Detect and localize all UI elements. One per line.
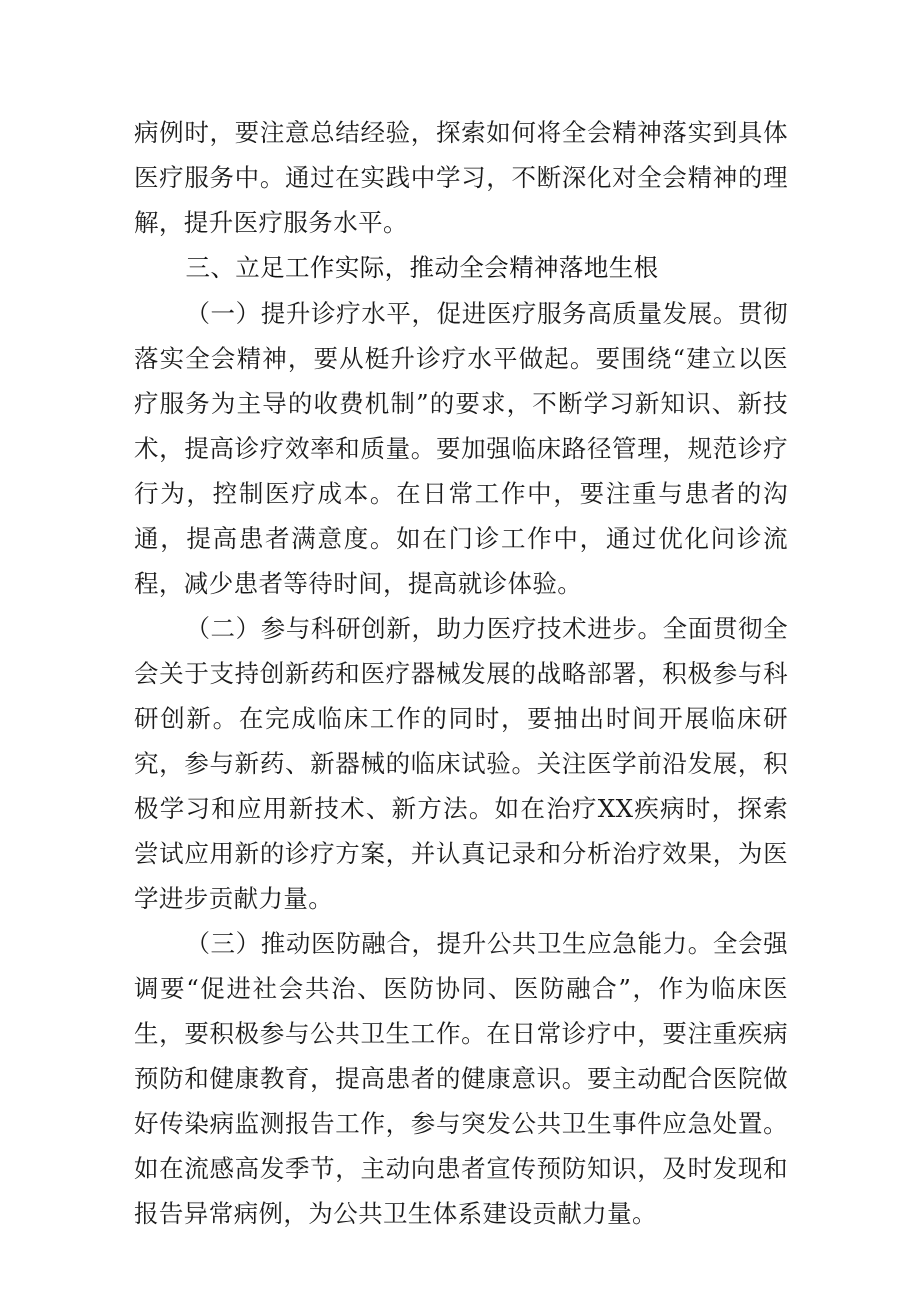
section-heading: 三、立足工作实际，推动全会精神落地生根 [185, 253, 659, 282]
document-body [134, 110, 788, 1236]
paragraph-item-1: （一）提升诊疗水平，促进医疗服务高质量发展。贯彻落实全会精神，要从梃升诊疗水平做起。要围绕“建立以医疗服务为主导的收费机制”的要求，不断学习新知识、新技术，提高诊疗效率和质量。要加强临床路径管理，规范诊疗行为，控制医疗成本。在日常工作中，要注重与患者的沟通，提高患者满意度。如在门诊工作中，通过优化问诊流程，减少患者等待时间，提高就诊体验。 [134, 299, 788, 598]
paragraph-continuation: 病例时，要注意总结经验，探索如何将全会精神落实到具体医疗服务中。通过在实践中学习，不断深化对全会精神的理解，提升医疗服务水平。 [134, 118, 788, 237]
paragraph-item-2: （二）参与科研创新，助力医疗技术进步。全面贯彻全会关于支持创新药和医疗器械发展的战略部署，积极参与科研创新。在完成临床工作的同时，要抽出时间开展临床研究，参与新药、新器械的临床试验。关注医学前沿发展，积极学习和应用新技术、新方法。如在治疗XX疾病时，探索尝试应用新的诊疗方案，并认真记录和分析治疗效果，为医学进步贡献力量。 [134, 614, 788, 913]
paragraph-item-3: （三）推动医防融合，提升公共卫生应急能力。全会强调要“促进社会共治、医防协同、医防融合”，作为临床医生，要积极参与公共卫生工作。在日常诊疗中，要注重疾病预防和健康教育，提高患者的健康意识。要主动配合医院做好传染病监测报告工作，参与突发公共卫生事件应急处置。如在流感高发季节，主动向患者宣传预防知识，及时发现和报告异常病例，为公共卫生体系建设贡献力量。 [134, 929, 788, 1228]
